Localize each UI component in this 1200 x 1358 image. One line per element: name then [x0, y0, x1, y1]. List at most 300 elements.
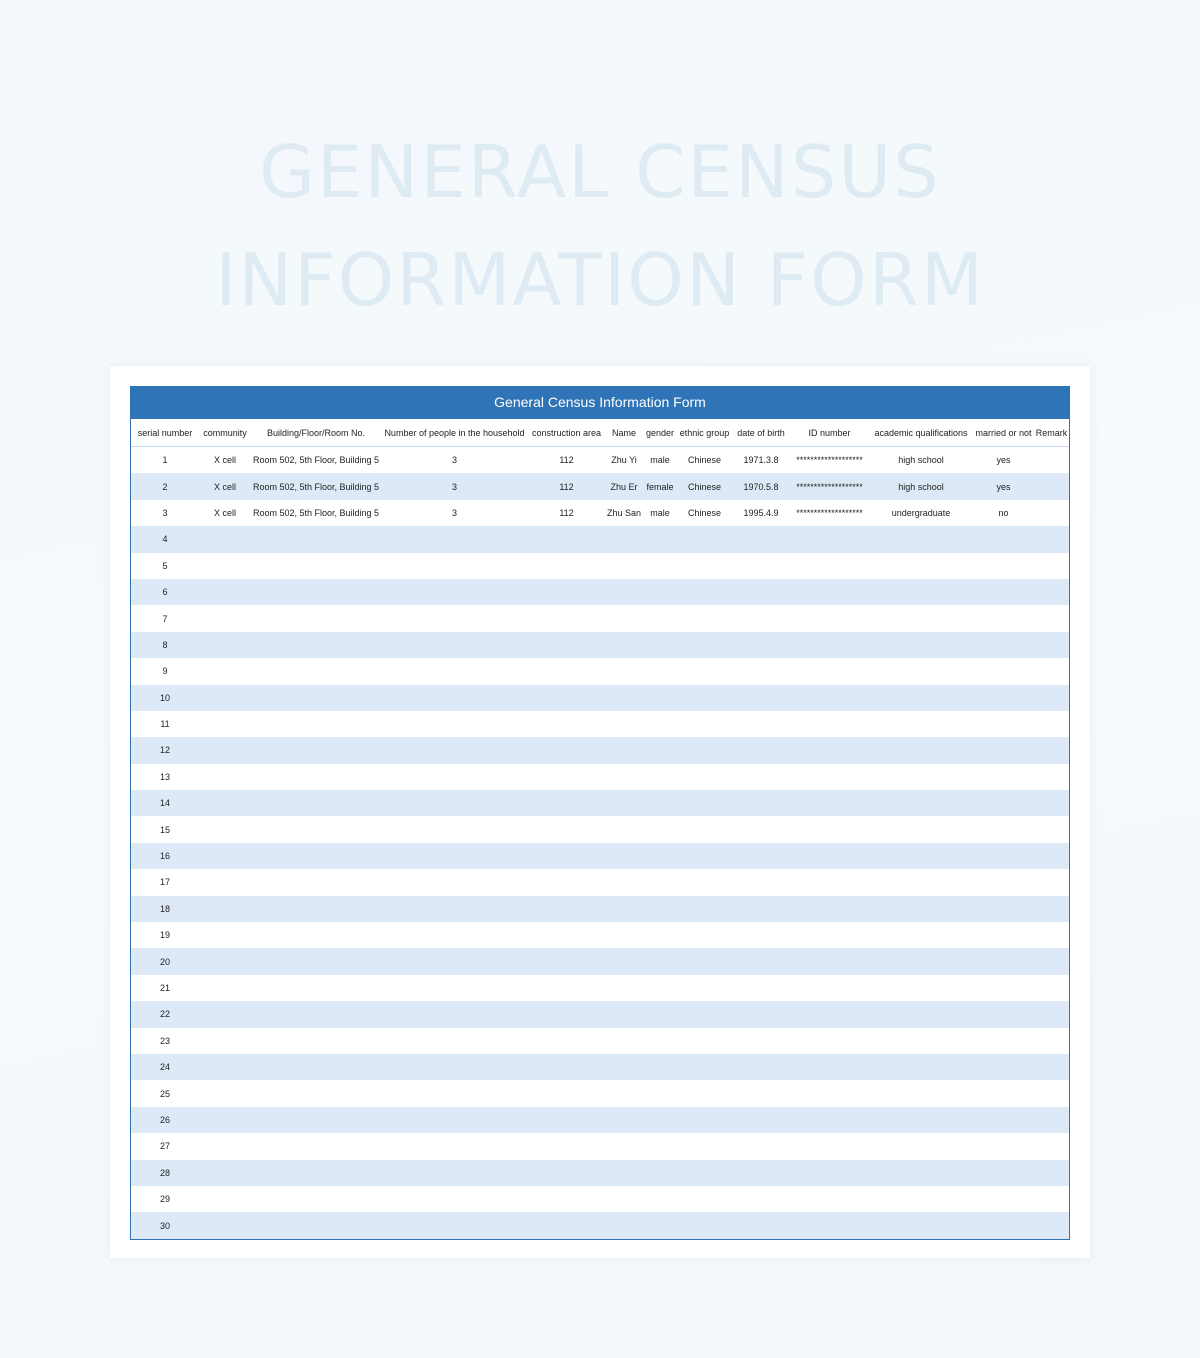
cell-ethnic-group[interactable]: [677, 526, 732, 552]
cell-serial-number[interactable]: 9: [131, 658, 199, 684]
cell-household-size[interactable]: [381, 975, 528, 1001]
cell-household-size[interactable]: [381, 1080, 528, 1106]
cell-remark[interactable]: [1034, 869, 1069, 895]
cell-remark[interactable]: [1034, 896, 1069, 922]
cell-serial-number[interactable]: 6: [131, 579, 199, 605]
cell-date-of-birth[interactable]: [732, 1028, 790, 1054]
cell-construction-area[interactable]: [528, 526, 605, 552]
cell-community[interactable]: X cell: [199, 447, 251, 474]
cell-community[interactable]: [199, 764, 251, 790]
cell-id-number[interactable]: [790, 1160, 869, 1186]
cell-married[interactable]: [973, 1001, 1034, 1027]
cell-building-floor-room[interactable]: [251, 1054, 381, 1080]
cell-construction-area[interactable]: [528, 1186, 605, 1212]
cell-serial-number[interactable]: 28: [131, 1160, 199, 1186]
cell-serial-number[interactable]: 20: [131, 948, 199, 974]
cell-married[interactable]: [973, 1133, 1034, 1159]
cell-remark[interactable]: [1034, 1107, 1069, 1133]
cell-gender[interactable]: [643, 764, 677, 790]
cell-building-floor-room[interactable]: [251, 948, 381, 974]
cell-academic-qualifications[interactable]: [869, 526, 973, 552]
cell-household-size[interactable]: [381, 1212, 528, 1238]
cell-building-floor-room[interactable]: [251, 843, 381, 869]
cell-ethnic-group[interactable]: [677, 948, 732, 974]
cell-name[interactable]: [605, 1028, 643, 1054]
cell-married[interactable]: [973, 605, 1034, 631]
cell-construction-area[interactable]: 112: [528, 447, 605, 474]
cell-married[interactable]: [973, 1212, 1034, 1238]
cell-academic-qualifications[interactable]: [869, 922, 973, 948]
cell-name[interactable]: [605, 685, 643, 711]
cell-name[interactable]: Zhu Er: [605, 473, 643, 499]
cell-ethnic-group[interactable]: [677, 632, 732, 658]
cell-name[interactable]: [605, 790, 643, 816]
cell-date-of-birth[interactable]: [732, 737, 790, 763]
cell-name[interactable]: [605, 737, 643, 763]
cell-building-floor-room[interactable]: [251, 553, 381, 579]
cell-serial-number[interactable]: 16: [131, 843, 199, 869]
cell-serial-number[interactable]: 13: [131, 764, 199, 790]
cell-gender[interactable]: [643, 711, 677, 737]
cell-date-of-birth[interactable]: [732, 1080, 790, 1106]
cell-name[interactable]: [605, 605, 643, 631]
cell-name[interactable]: [605, 1107, 643, 1133]
cell-household-size[interactable]: [381, 1054, 528, 1080]
cell-academic-qualifications[interactable]: undergraduate: [869, 500, 973, 526]
cell-ethnic-group[interactable]: [677, 975, 732, 1001]
cell-date-of-birth[interactable]: [732, 711, 790, 737]
cell-community[interactable]: [199, 1160, 251, 1186]
cell-household-size[interactable]: [381, 922, 528, 948]
cell-building-floor-room[interactable]: Room 502, 5th Floor, Building 5: [251, 473, 381, 499]
cell-serial-number[interactable]: 24: [131, 1054, 199, 1080]
cell-construction-area[interactable]: [528, 579, 605, 605]
cell-id-number[interactable]: *******************: [790, 473, 869, 499]
cell-construction-area[interactable]: [528, 1054, 605, 1080]
cell-community[interactable]: [199, 553, 251, 579]
cell-remark[interactable]: [1034, 1054, 1069, 1080]
cell-married[interactable]: [973, 553, 1034, 579]
cell-construction-area[interactable]: 112: [528, 500, 605, 526]
cell-name[interactable]: [605, 816, 643, 842]
cell-ethnic-group[interactable]: [677, 658, 732, 684]
cell-ethnic-group[interactable]: [677, 1028, 732, 1054]
cell-ethnic-group[interactable]: [677, 553, 732, 579]
cell-ethnic-group[interactable]: [677, 790, 732, 816]
cell-ethnic-group[interactable]: [677, 896, 732, 922]
cell-name[interactable]: [605, 948, 643, 974]
cell-serial-number[interactable]: 18: [131, 896, 199, 922]
cell-married[interactable]: [973, 1186, 1034, 1212]
cell-gender[interactable]: [643, 632, 677, 658]
cell-name[interactable]: [605, 843, 643, 869]
cell-household-size[interactable]: [381, 605, 528, 631]
cell-id-number[interactable]: [790, 1028, 869, 1054]
cell-community[interactable]: [199, 1054, 251, 1080]
cell-name[interactable]: [605, 1186, 643, 1212]
cell-serial-number[interactable]: 19: [131, 922, 199, 948]
cell-serial-number[interactable]: 4: [131, 526, 199, 552]
cell-remark[interactable]: [1034, 658, 1069, 684]
cell-id-number[interactable]: [790, 1054, 869, 1080]
cell-serial-number[interactable]: 22: [131, 1001, 199, 1027]
cell-household-size[interactable]: [381, 843, 528, 869]
cell-building-floor-room[interactable]: [251, 1028, 381, 1054]
cell-household-size[interactable]: [381, 896, 528, 922]
cell-serial-number[interactable]: 8: [131, 632, 199, 658]
cell-married[interactable]: [973, 1107, 1034, 1133]
cell-ethnic-group[interactable]: [677, 1133, 732, 1159]
cell-remark[interactable]: [1034, 1212, 1069, 1238]
cell-date-of-birth[interactable]: [732, 632, 790, 658]
cell-name[interactable]: [605, 1001, 643, 1027]
cell-id-number[interactable]: [790, 1107, 869, 1133]
cell-id-number[interactable]: [790, 975, 869, 1001]
cell-gender[interactable]: [643, 1212, 677, 1238]
cell-gender[interactable]: male: [643, 500, 677, 526]
cell-academic-qualifications[interactable]: [869, 816, 973, 842]
cell-academic-qualifications[interactable]: [869, 896, 973, 922]
cell-construction-area[interactable]: [528, 922, 605, 948]
cell-married[interactable]: yes: [973, 473, 1034, 499]
cell-married[interactable]: [973, 948, 1034, 974]
cell-date-of-birth[interactable]: [732, 685, 790, 711]
cell-id-number[interactable]: [790, 632, 869, 658]
cell-married[interactable]: [973, 896, 1034, 922]
cell-married[interactable]: [973, 869, 1034, 895]
cell-gender[interactable]: [643, 1186, 677, 1212]
cell-building-floor-room[interactable]: [251, 579, 381, 605]
cell-household-size[interactable]: [381, 1107, 528, 1133]
cell-remark[interactable]: [1034, 1160, 1069, 1186]
cell-household-size[interactable]: [381, 526, 528, 552]
cell-remark[interactable]: [1034, 1186, 1069, 1212]
cell-gender[interactable]: [643, 843, 677, 869]
cell-household-size[interactable]: [381, 685, 528, 711]
cell-name[interactable]: [605, 579, 643, 605]
cell-remark[interactable]: [1034, 685, 1069, 711]
cell-building-floor-room[interactable]: [251, 975, 381, 1001]
cell-remark[interactable]: [1034, 711, 1069, 737]
cell-ethnic-group[interactable]: [677, 737, 732, 763]
cell-married[interactable]: [973, 685, 1034, 711]
cell-household-size[interactable]: [381, 711, 528, 737]
cell-community[interactable]: [199, 685, 251, 711]
cell-academic-qualifications[interactable]: [869, 579, 973, 605]
cell-date-of-birth[interactable]: [732, 553, 790, 579]
cell-date-of-birth[interactable]: [732, 922, 790, 948]
cell-household-size[interactable]: [381, 1001, 528, 1027]
cell-serial-number[interactable]: 7: [131, 605, 199, 631]
cell-gender[interactable]: [643, 1028, 677, 1054]
cell-household-size[interactable]: [381, 553, 528, 579]
cell-community[interactable]: [199, 1186, 251, 1212]
cell-remark[interactable]: [1034, 526, 1069, 552]
cell-construction-area[interactable]: [528, 790, 605, 816]
cell-academic-qualifications[interactable]: [869, 764, 973, 790]
cell-building-floor-room[interactable]: [251, 605, 381, 631]
cell-construction-area[interactable]: [528, 605, 605, 631]
cell-date-of-birth[interactable]: [732, 605, 790, 631]
cell-academic-qualifications[interactable]: [869, 1133, 973, 1159]
cell-academic-qualifications[interactable]: [869, 1212, 973, 1238]
cell-date-of-birth[interactable]: [732, 1186, 790, 1212]
cell-ethnic-group[interactable]: [677, 1160, 732, 1186]
cell-gender[interactable]: male: [643, 447, 677, 474]
cell-building-floor-room[interactable]: [251, 685, 381, 711]
cell-name[interactable]: [605, 632, 643, 658]
cell-id-number[interactable]: [790, 658, 869, 684]
cell-household-size[interactable]: [381, 632, 528, 658]
cell-academic-qualifications[interactable]: [869, 1186, 973, 1212]
cell-construction-area[interactable]: [528, 816, 605, 842]
cell-remark[interactable]: [1034, 737, 1069, 763]
cell-ethnic-group[interactable]: [677, 1212, 732, 1238]
cell-community[interactable]: [199, 737, 251, 763]
cell-name[interactable]: [605, 553, 643, 579]
cell-id-number[interactable]: [790, 896, 869, 922]
cell-academic-qualifications[interactable]: high school: [869, 447, 973, 474]
cell-name[interactable]: [605, 1054, 643, 1080]
cell-gender[interactable]: [643, 896, 677, 922]
cell-construction-area[interactable]: [528, 1080, 605, 1106]
cell-academic-qualifications[interactable]: [869, 658, 973, 684]
cell-building-floor-room[interactable]: [251, 632, 381, 658]
cell-community[interactable]: [199, 948, 251, 974]
cell-remark[interactable]: [1034, 1001, 1069, 1027]
cell-ethnic-group[interactable]: [677, 869, 732, 895]
cell-academic-qualifications[interactable]: [869, 711, 973, 737]
cell-ethnic-group[interactable]: [677, 843, 732, 869]
cell-construction-area[interactable]: [528, 764, 605, 790]
cell-remark[interactable]: [1034, 922, 1069, 948]
cell-community[interactable]: [199, 658, 251, 684]
cell-id-number[interactable]: [790, 1133, 869, 1159]
cell-building-floor-room[interactable]: [251, 1212, 381, 1238]
cell-household-size[interactable]: [381, 816, 528, 842]
cell-academic-qualifications[interactable]: [869, 737, 973, 763]
cell-household-size[interactable]: [381, 869, 528, 895]
cell-gender[interactable]: [643, 685, 677, 711]
cell-married[interactable]: [973, 579, 1034, 605]
cell-remark[interactable]: [1034, 843, 1069, 869]
cell-construction-area[interactable]: [528, 737, 605, 763]
cell-ethnic-group[interactable]: [677, 685, 732, 711]
cell-community[interactable]: [199, 1133, 251, 1159]
cell-household-size[interactable]: [381, 658, 528, 684]
cell-community[interactable]: [199, 869, 251, 895]
cell-community[interactable]: [199, 790, 251, 816]
cell-ethnic-group[interactable]: [677, 1186, 732, 1212]
cell-date-of-birth[interactable]: [732, 1107, 790, 1133]
cell-academic-qualifications[interactable]: [869, 790, 973, 816]
cell-academic-qualifications[interactable]: [869, 605, 973, 631]
cell-id-number[interactable]: [790, 843, 869, 869]
cell-construction-area[interactable]: [528, 1001, 605, 1027]
cell-married[interactable]: [973, 632, 1034, 658]
cell-remark[interactable]: [1034, 605, 1069, 631]
cell-serial-number[interactable]: 5: [131, 553, 199, 579]
cell-name[interactable]: [605, 922, 643, 948]
cell-construction-area[interactable]: [528, 632, 605, 658]
cell-married[interactable]: [973, 737, 1034, 763]
cell-building-floor-room[interactable]: [251, 790, 381, 816]
cell-household-size[interactable]: [381, 737, 528, 763]
cell-ethnic-group[interactable]: [677, 922, 732, 948]
cell-name[interactable]: Zhu Yi: [605, 447, 643, 474]
cell-gender[interactable]: [643, 1080, 677, 1106]
cell-construction-area[interactable]: [528, 1160, 605, 1186]
cell-name[interactable]: [605, 896, 643, 922]
cell-serial-number[interactable]: 3: [131, 500, 199, 526]
cell-household-size[interactable]: [381, 1186, 528, 1212]
cell-name[interactable]: [605, 1080, 643, 1106]
cell-community[interactable]: [199, 632, 251, 658]
cell-construction-area[interactable]: [528, 658, 605, 684]
cell-gender[interactable]: [643, 605, 677, 631]
cell-id-number[interactable]: [790, 1001, 869, 1027]
cell-building-floor-room[interactable]: [251, 816, 381, 842]
cell-remark[interactable]: [1034, 948, 1069, 974]
cell-gender[interactable]: female: [643, 473, 677, 499]
cell-construction-area[interactable]: [528, 975, 605, 1001]
cell-date-of-birth[interactable]: [732, 1001, 790, 1027]
cell-ethnic-group[interactable]: Chinese: [677, 447, 732, 474]
cell-gender[interactable]: [643, 658, 677, 684]
cell-date-of-birth[interactable]: 1970.5.8: [732, 473, 790, 499]
cell-community[interactable]: [199, 843, 251, 869]
cell-building-floor-room[interactable]: [251, 1001, 381, 1027]
cell-academic-qualifications[interactable]: [869, 1080, 973, 1106]
cell-name[interactable]: Zhu San: [605, 500, 643, 526]
cell-construction-area[interactable]: [528, 1028, 605, 1054]
cell-serial-number[interactable]: 15: [131, 816, 199, 842]
cell-community[interactable]: [199, 816, 251, 842]
cell-academic-qualifications[interactable]: [869, 948, 973, 974]
cell-academic-qualifications[interactable]: [869, 1160, 973, 1186]
cell-id-number[interactable]: [790, 1186, 869, 1212]
cell-construction-area[interactable]: [528, 948, 605, 974]
cell-construction-area[interactable]: [528, 1133, 605, 1159]
cell-married[interactable]: [973, 922, 1034, 948]
cell-construction-area[interactable]: [528, 685, 605, 711]
cell-married[interactable]: [973, 843, 1034, 869]
cell-id-number[interactable]: [790, 869, 869, 895]
cell-date-of-birth[interactable]: [732, 658, 790, 684]
cell-serial-number[interactable]: 10: [131, 685, 199, 711]
cell-gender[interactable]: [643, 1133, 677, 1159]
cell-gender[interactable]: [643, 579, 677, 605]
cell-gender[interactable]: [643, 948, 677, 974]
cell-construction-area[interactable]: [528, 896, 605, 922]
cell-building-floor-room[interactable]: [251, 737, 381, 763]
cell-household-size[interactable]: [381, 1133, 528, 1159]
cell-gender[interactable]: [643, 869, 677, 895]
cell-serial-number[interactable]: 1: [131, 447, 199, 474]
cell-married[interactable]: [973, 790, 1034, 816]
cell-household-size[interactable]: [381, 790, 528, 816]
cell-construction-area[interactable]: [528, 869, 605, 895]
cell-remark[interactable]: [1034, 553, 1069, 579]
cell-ethnic-group[interactable]: [677, 816, 732, 842]
cell-date-of-birth[interactable]: [732, 843, 790, 869]
cell-married[interactable]: [973, 816, 1034, 842]
cell-id-number[interactable]: *******************: [790, 447, 869, 474]
cell-community[interactable]: [199, 1107, 251, 1133]
cell-married[interactable]: [973, 1160, 1034, 1186]
cell-id-number[interactable]: [790, 685, 869, 711]
cell-construction-area[interactable]: 112: [528, 473, 605, 499]
cell-gender[interactable]: [643, 553, 677, 579]
cell-id-number[interactable]: [790, 764, 869, 790]
cell-academic-qualifications[interactable]: [869, 843, 973, 869]
cell-name[interactable]: [605, 975, 643, 1001]
cell-id-number[interactable]: [790, 605, 869, 631]
cell-ethnic-group[interactable]: [677, 1054, 732, 1080]
cell-ethnic-group[interactable]: [677, 1080, 732, 1106]
cell-id-number[interactable]: [790, 553, 869, 579]
cell-ethnic-group[interactable]: [677, 605, 732, 631]
cell-name[interactable]: [605, 1212, 643, 1238]
cell-remark[interactable]: [1034, 632, 1069, 658]
cell-serial-number[interactable]: 14: [131, 790, 199, 816]
cell-date-of-birth[interactable]: [732, 1133, 790, 1159]
cell-date-of-birth[interactable]: [732, 1054, 790, 1080]
cell-gender[interactable]: [643, 1160, 677, 1186]
cell-building-floor-room[interactable]: [251, 1133, 381, 1159]
cell-married[interactable]: [973, 1080, 1034, 1106]
cell-household-size[interactable]: 3: [381, 473, 528, 499]
cell-serial-number[interactable]: 30: [131, 1212, 199, 1238]
cell-serial-number[interactable]: 26: [131, 1107, 199, 1133]
cell-name[interactable]: [605, 869, 643, 895]
cell-date-of-birth[interactable]: [732, 764, 790, 790]
cell-serial-number[interactable]: 11: [131, 711, 199, 737]
cell-name[interactable]: [605, 658, 643, 684]
cell-community[interactable]: [199, 1001, 251, 1027]
cell-community[interactable]: [199, 711, 251, 737]
cell-community[interactable]: [199, 975, 251, 1001]
cell-name[interactable]: [605, 1160, 643, 1186]
cell-married[interactable]: [973, 975, 1034, 1001]
cell-community[interactable]: [199, 1080, 251, 1106]
cell-remark[interactable]: [1034, 764, 1069, 790]
cell-ethnic-group[interactable]: [677, 579, 732, 605]
cell-married[interactable]: [973, 526, 1034, 552]
cell-ethnic-group[interactable]: [677, 1107, 732, 1133]
cell-date-of-birth[interactable]: 1971.3.8: [732, 447, 790, 474]
cell-academic-qualifications[interactable]: [869, 685, 973, 711]
cell-building-floor-room[interactable]: [251, 711, 381, 737]
cell-id-number[interactable]: *******************: [790, 500, 869, 526]
cell-building-floor-room[interactable]: [251, 1107, 381, 1133]
cell-married[interactable]: [973, 1054, 1034, 1080]
cell-gender[interactable]: [643, 526, 677, 552]
cell-construction-area[interactable]: [528, 843, 605, 869]
cell-date-of-birth[interactable]: [732, 1160, 790, 1186]
cell-date-of-birth[interactable]: 1995.4.9: [732, 500, 790, 526]
cell-id-number[interactable]: [790, 790, 869, 816]
cell-serial-number[interactable]: 27: [131, 1133, 199, 1159]
cell-remark[interactable]: [1034, 975, 1069, 1001]
cell-community[interactable]: [199, 579, 251, 605]
cell-academic-qualifications[interactable]: [869, 632, 973, 658]
cell-building-floor-room[interactable]: [251, 1186, 381, 1212]
cell-gender[interactable]: [643, 922, 677, 948]
cell-id-number[interactable]: [790, 1212, 869, 1238]
cell-serial-number[interactable]: 12: [131, 737, 199, 763]
cell-date-of-birth[interactable]: [732, 790, 790, 816]
